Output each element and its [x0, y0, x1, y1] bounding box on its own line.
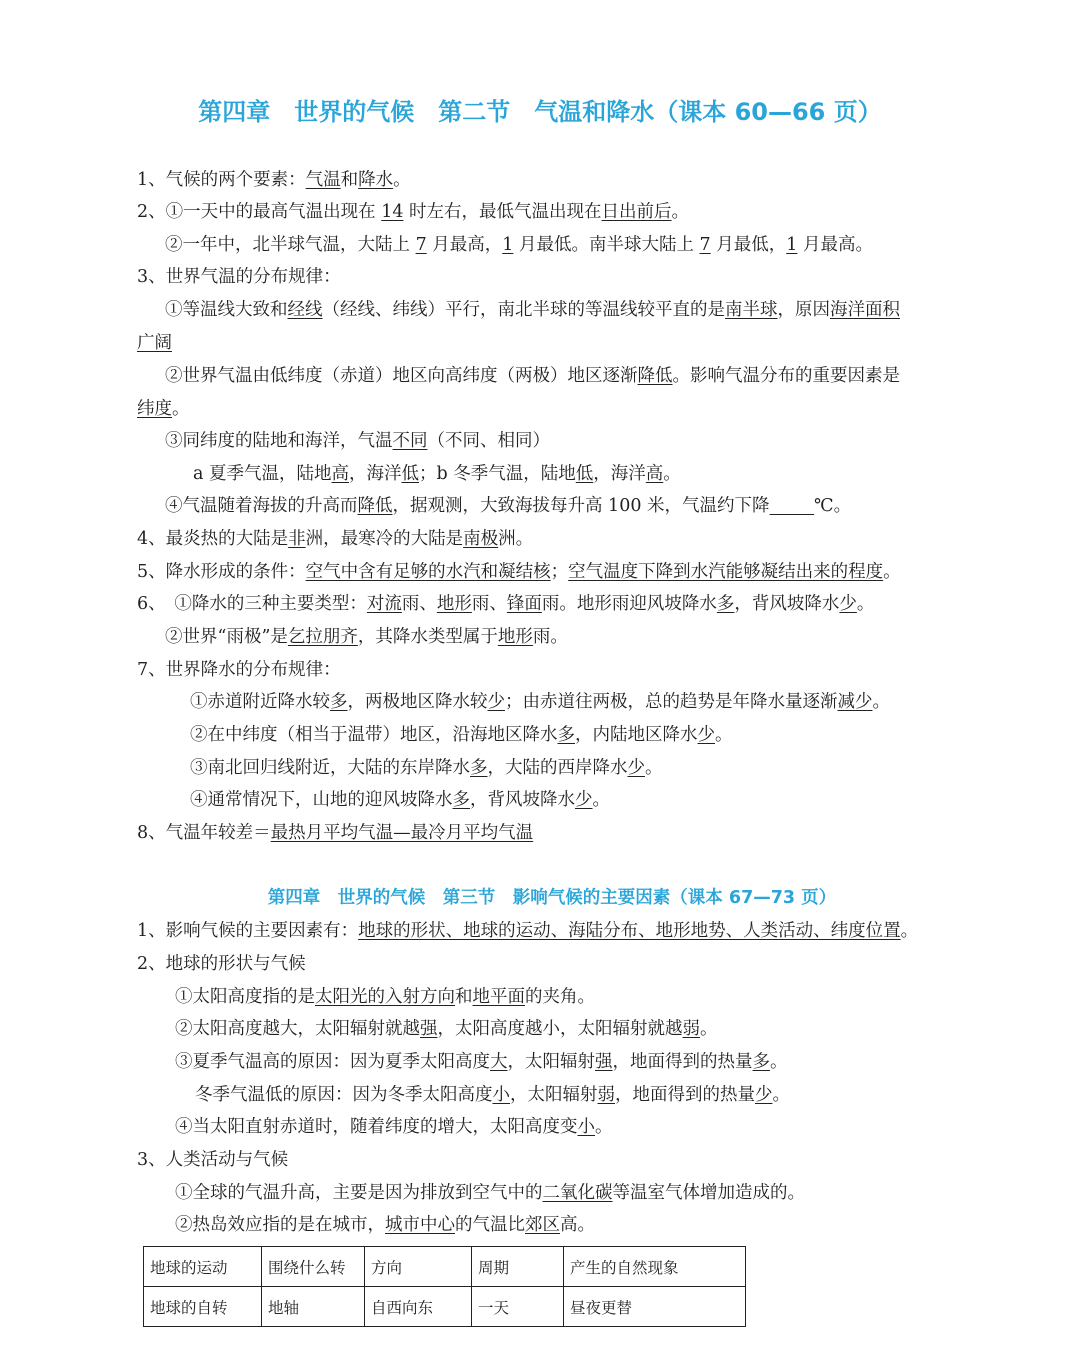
s1-line-13	[137, 592, 874, 616]
underlined-answer: 广阔	[137, 333, 172, 353]
text-segment: 等温室气体增加造成的。	[612, 1183, 805, 1203]
text-segment: ④通常情况下，山地的迎风坡降水	[190, 790, 453, 810]
text-segment: 和	[340, 170, 359, 190]
underlined-answer: 地形	[497, 627, 533, 647]
underlined-answer: 少	[627, 758, 645, 778]
underlined-answer: 空气温度下降到水汽能够凝结出来的程度	[568, 562, 884, 582]
underlined-answer: 少	[839, 594, 857, 614]
table-cell: 自西向东	[365, 1287, 472, 1327]
text-segment: 。	[900, 921, 919, 941]
text-segment: ②世界气温由低纬度（赤道）地区向高纬度（两极）地区逐渐	[165, 366, 638, 386]
underlined-answer: 多	[452, 790, 470, 810]
s2-line-0	[137, 919, 918, 943]
text-segment: ，两极地区降水较	[347, 692, 488, 712]
s1-line-14	[165, 625, 568, 649]
underlined-answer: 小	[492, 1085, 510, 1105]
text-segment: 的气温比	[455, 1215, 525, 1235]
s1-line-0	[137, 168, 411, 192]
text-segment: ；	[550, 562, 569, 582]
s2-line-9	[175, 1213, 595, 1237]
s1-line-16	[190, 690, 890, 714]
table-header-row	[144, 1247, 746, 1287]
text-segment: ，内陆地区降水	[575, 725, 698, 745]
underlined-answer: 低	[575, 464, 594, 484]
text-segment: ，地面得到的热量	[612, 1052, 753, 1072]
underlined-answer: 7	[699, 235, 711, 255]
text-segment: ④当太阳直射赤道时，随着纬度的增大，太阳高度变	[175, 1117, 578, 1137]
underlined-answer: 城市中心	[385, 1215, 455, 1235]
text-segment: ④气温随着海拔的升高而	[165, 496, 358, 516]
underlined-answer: 小	[577, 1117, 595, 1137]
s2-line-8	[175, 1181, 805, 1205]
underlined-answer: 强	[420, 1019, 438, 1039]
text-segment: 和	[455, 987, 473, 1007]
underlined-answer: 南极	[463, 529, 499, 549]
text-segment: ②太阳高度越大，太阳辐射就越	[175, 1019, 420, 1039]
underlined-answer: 少	[697, 725, 715, 745]
text-segment: 。	[172, 399, 190, 419]
table-row	[144, 1287, 746, 1327]
text-segment: 。	[700, 1019, 718, 1039]
text-segment: 洲。	[498, 529, 534, 549]
text-segment: ℃。	[814, 496, 852, 516]
text-segment: 3、人类活动与气候	[137, 1150, 289, 1170]
text-segment: 5、降水形成的条件：	[137, 562, 306, 582]
s1-line-18	[190, 756, 663, 780]
underlined-answer: 二氧化碳	[542, 1183, 613, 1203]
text-segment: ，背风坡降水	[734, 594, 840, 614]
table-header-cell: 方向	[365, 1247, 472, 1287]
text-segment: 。	[595, 1117, 613, 1137]
underlined-answer: 少	[575, 790, 593, 810]
underlined-answer: 低	[401, 464, 419, 484]
text-segment: 月最高，	[426, 235, 503, 255]
underlined-answer: 郊区	[525, 1215, 560, 1235]
underlined-answer: 降低	[637, 366, 673, 386]
underlined-answer: 多	[470, 758, 488, 778]
underlined-answer: 少	[755, 1085, 773, 1105]
section2-title: 第四章 世界的气候 第三节 影响气候的主要因素（课本 67—73 页）	[267, 888, 837, 908]
table-cell: 地轴	[262, 1287, 365, 1327]
underlined-answer: 经线	[287, 300, 323, 320]
s1-line-17	[190, 723, 733, 747]
text-segment: 。	[772, 1085, 790, 1105]
text-segment: 的夹角。	[525, 987, 595, 1007]
table-cell: 地球的自转	[144, 1287, 262, 1327]
underlined-answer: 锋面	[506, 594, 542, 614]
s1-line-10	[165, 494, 851, 518]
s2-line-3	[175, 1017, 718, 1041]
text-segment: ，地面得到的热量	[615, 1085, 755, 1105]
text-segment: 雨、	[401, 594, 437, 614]
underlined-answer: 空气中含有足够的水汽和凝结核	[305, 562, 551, 582]
text-segment: ②在中纬度（相当于温带）地区，沿海地区降水	[190, 725, 558, 745]
s1-line-1	[137, 200, 689, 224]
text-segment: a 夏季气温，陆地	[193, 464, 332, 484]
text-segment: 6、 ①降水的三种主要类型：	[137, 594, 367, 614]
s2-line-7	[137, 1148, 288, 1172]
text-segment: ②热岛效应指的是在城市，	[175, 1215, 385, 1235]
text-segment: ②一年中，北半球气温，大陆上	[165, 235, 416, 255]
underlined-answer: 1	[502, 235, 514, 255]
s1-line-5	[137, 331, 172, 355]
text-segment: 洲，最寒冷的大陆是	[305, 529, 464, 549]
s2-line-1	[137, 952, 306, 976]
s1-line-7	[137, 397, 190, 421]
text-segment: 。	[592, 790, 610, 810]
underlined-answer: 7	[415, 235, 427, 255]
underlined-answer: 降水	[358, 170, 394, 190]
underlined-answer: 太阳光的入射方向	[315, 987, 455, 1007]
s1-line-8	[165, 429, 550, 453]
underlined-answer: 1	[786, 235, 798, 255]
underlined-answer: 多	[752, 1052, 770, 1072]
text-segment: ①全球的气温升高，主要是因为排放到空气中的	[175, 1183, 543, 1203]
text-segment: 。	[856, 594, 875, 614]
table-header-cell: 地球的运动	[144, 1247, 262, 1287]
underlined-answer: 最热月平均气温—最冷月平均气温	[270, 823, 534, 843]
text-segment: 2、地球的形状与气候	[137, 954, 306, 974]
s2-line-6	[175, 1115, 613, 1139]
underlined-answer: 不同	[392, 431, 428, 451]
s1-line-15	[137, 658, 341, 682]
text-segment: 雨。	[532, 627, 568, 647]
text-segment: 1、影响气候的主要因素有：	[137, 921, 359, 941]
underlined-answer: 地球的形状、地球的运动、海陆分布、地形地势、人类活动、纬度位置	[358, 921, 901, 941]
text-segment: 高。	[560, 1215, 595, 1235]
section1-title: 第四章 世界的气候 第二节 气温和降水（课本 60—66 页）	[198, 98, 882, 126]
s2-line-4	[175, 1050, 788, 1074]
underlined-answer: 气温	[305, 170, 341, 190]
underlined-answer	[770, 496, 815, 516]
underlined-answer: 南半球	[725, 300, 778, 320]
text-segment: ，背风坡降水	[470, 790, 575, 810]
underlined-answer: 地形	[436, 594, 472, 614]
text-segment: ①等温线大致和	[165, 300, 288, 320]
text-segment: ①赤道附近降水较	[190, 692, 330, 712]
text-segment: 2、①一天中的最高气温出现在	[137, 202, 382, 222]
text-segment: ，海洋	[349, 464, 402, 484]
text-segment: ，其降水类型属于	[357, 627, 498, 647]
underlined-answer: 降低	[357, 496, 393, 516]
underlined-answer: 海洋面积	[830, 300, 900, 320]
underlined-answer: 弱	[597, 1085, 615, 1105]
underlined-answer: 减少	[837, 692, 873, 712]
text-segment: ③夏季气温高的原因：因为夏季太阳高度	[175, 1052, 490, 1072]
table-header-cell: 围绕什么转	[262, 1247, 365, 1287]
underlined-answer: 少	[487, 692, 505, 712]
text-segment: 。	[671, 202, 690, 222]
text-segment: 。	[715, 725, 733, 745]
text-segment: 月最低，	[710, 235, 787, 255]
text-segment: 时左右，最低气温出现在	[403, 202, 602, 222]
s1-line-11	[137, 527, 533, 551]
s1-line-12	[137, 560, 901, 584]
s1-line-19	[190, 788, 610, 812]
text-segment: 。	[883, 562, 901, 582]
text-segment: 1、气候的两个要素：	[137, 170, 306, 190]
table-cell: 昼夜更替	[564, 1287, 746, 1327]
text-segment: ①太阳高度指的是	[175, 987, 315, 1007]
text-segment: 月最高。	[797, 235, 873, 255]
underlined-answer: 强	[595, 1052, 613, 1072]
text-segment: （经线、纬线）平行，南北半球的等温线较平直的是	[322, 300, 725, 320]
table-header-cell: 产生的自然现象	[564, 1247, 746, 1287]
underlined-answer: 弱	[682, 1019, 700, 1039]
table-cell: 一天	[472, 1287, 564, 1327]
underlined-answer: 14	[381, 202, 404, 222]
text-segment: ③南北回归线附近，大陆的东岸降水	[190, 758, 470, 778]
text-segment: 冬季气温低的原因：因为冬季太阳高度	[195, 1085, 493, 1105]
text-segment: ，原因	[777, 300, 830, 320]
text-segment: 。影响气温分布的重要因素是	[672, 366, 900, 386]
text-segment: ，大陆的西岸降水	[487, 758, 628, 778]
underlined-answer: 日出前后	[601, 202, 672, 222]
s1-line-3	[137, 265, 341, 289]
text-segment: （不同、相同）	[427, 431, 550, 451]
text-segment: ，海洋	[593, 464, 646, 484]
s1-line-6	[165, 364, 900, 388]
text-segment: 8、气温年较差＝	[137, 823, 271, 843]
table-header-cell: 周期	[472, 1247, 564, 1287]
text-segment: ，太阳高度越小，太阳辐射就越	[437, 1019, 683, 1039]
s2-line-5	[195, 1083, 790, 1107]
s1-line-9	[193, 462, 681, 486]
text-segment: 。	[770, 1052, 788, 1072]
underlined-answer: 地平面	[472, 987, 525, 1007]
text-segment: 。	[663, 464, 681, 484]
text-segment: 4、最炎热的大陆是	[137, 529, 289, 549]
text-segment: 。	[393, 170, 411, 190]
s1-line-20	[137, 821, 533, 845]
s1-line-2	[165, 233, 873, 257]
text-segment: ；b 冬季气温，陆地	[419, 464, 576, 484]
underlined-answer: 多	[716, 594, 735, 614]
text-segment: ③同纬度的陆地和海洋，气温	[165, 431, 393, 451]
text-segment: 。	[645, 758, 663, 778]
text-segment: ；由赤道往两极，总的趋势是年降水量逐渐	[505, 692, 838, 712]
text-segment: ，太阳辐射	[510, 1085, 598, 1105]
underlined-answer: 对流	[366, 594, 402, 614]
text-segment: 雨、	[471, 594, 507, 614]
underlined-answer: 大	[490, 1052, 508, 1072]
underlined-answer: 高	[645, 464, 664, 484]
underlined-answer: 纬度	[137, 399, 172, 419]
underlined-answer: 非	[288, 529, 306, 549]
text-segment: 月最低。南半球大陆上	[513, 235, 700, 255]
text-segment: 7、世界降水的分布规律：	[137, 660, 341, 680]
text-segment: ，太阳辐射	[507, 1052, 595, 1072]
earth-motion-table	[143, 1246, 746, 1327]
s2-line-2	[175, 985, 595, 1009]
text-segment: 3、世界气温的分布规律：	[137, 267, 341, 287]
s1-line-4	[165, 298, 900, 322]
text-segment: ，据观测，大致海拔每升高 100 米，气温约下降	[392, 496, 770, 516]
underlined-answer: 多	[330, 692, 348, 712]
underlined-answer: 乞拉朋齐	[287, 627, 358, 647]
underlined-answer: 高	[331, 464, 349, 484]
text-segment: 雨。地形雨迎风坡降水	[541, 594, 717, 614]
text-segment: ②世界“雨极”是	[165, 627, 288, 647]
underlined-answer: 多	[557, 725, 575, 745]
text-segment: 。	[872, 692, 890, 712]
